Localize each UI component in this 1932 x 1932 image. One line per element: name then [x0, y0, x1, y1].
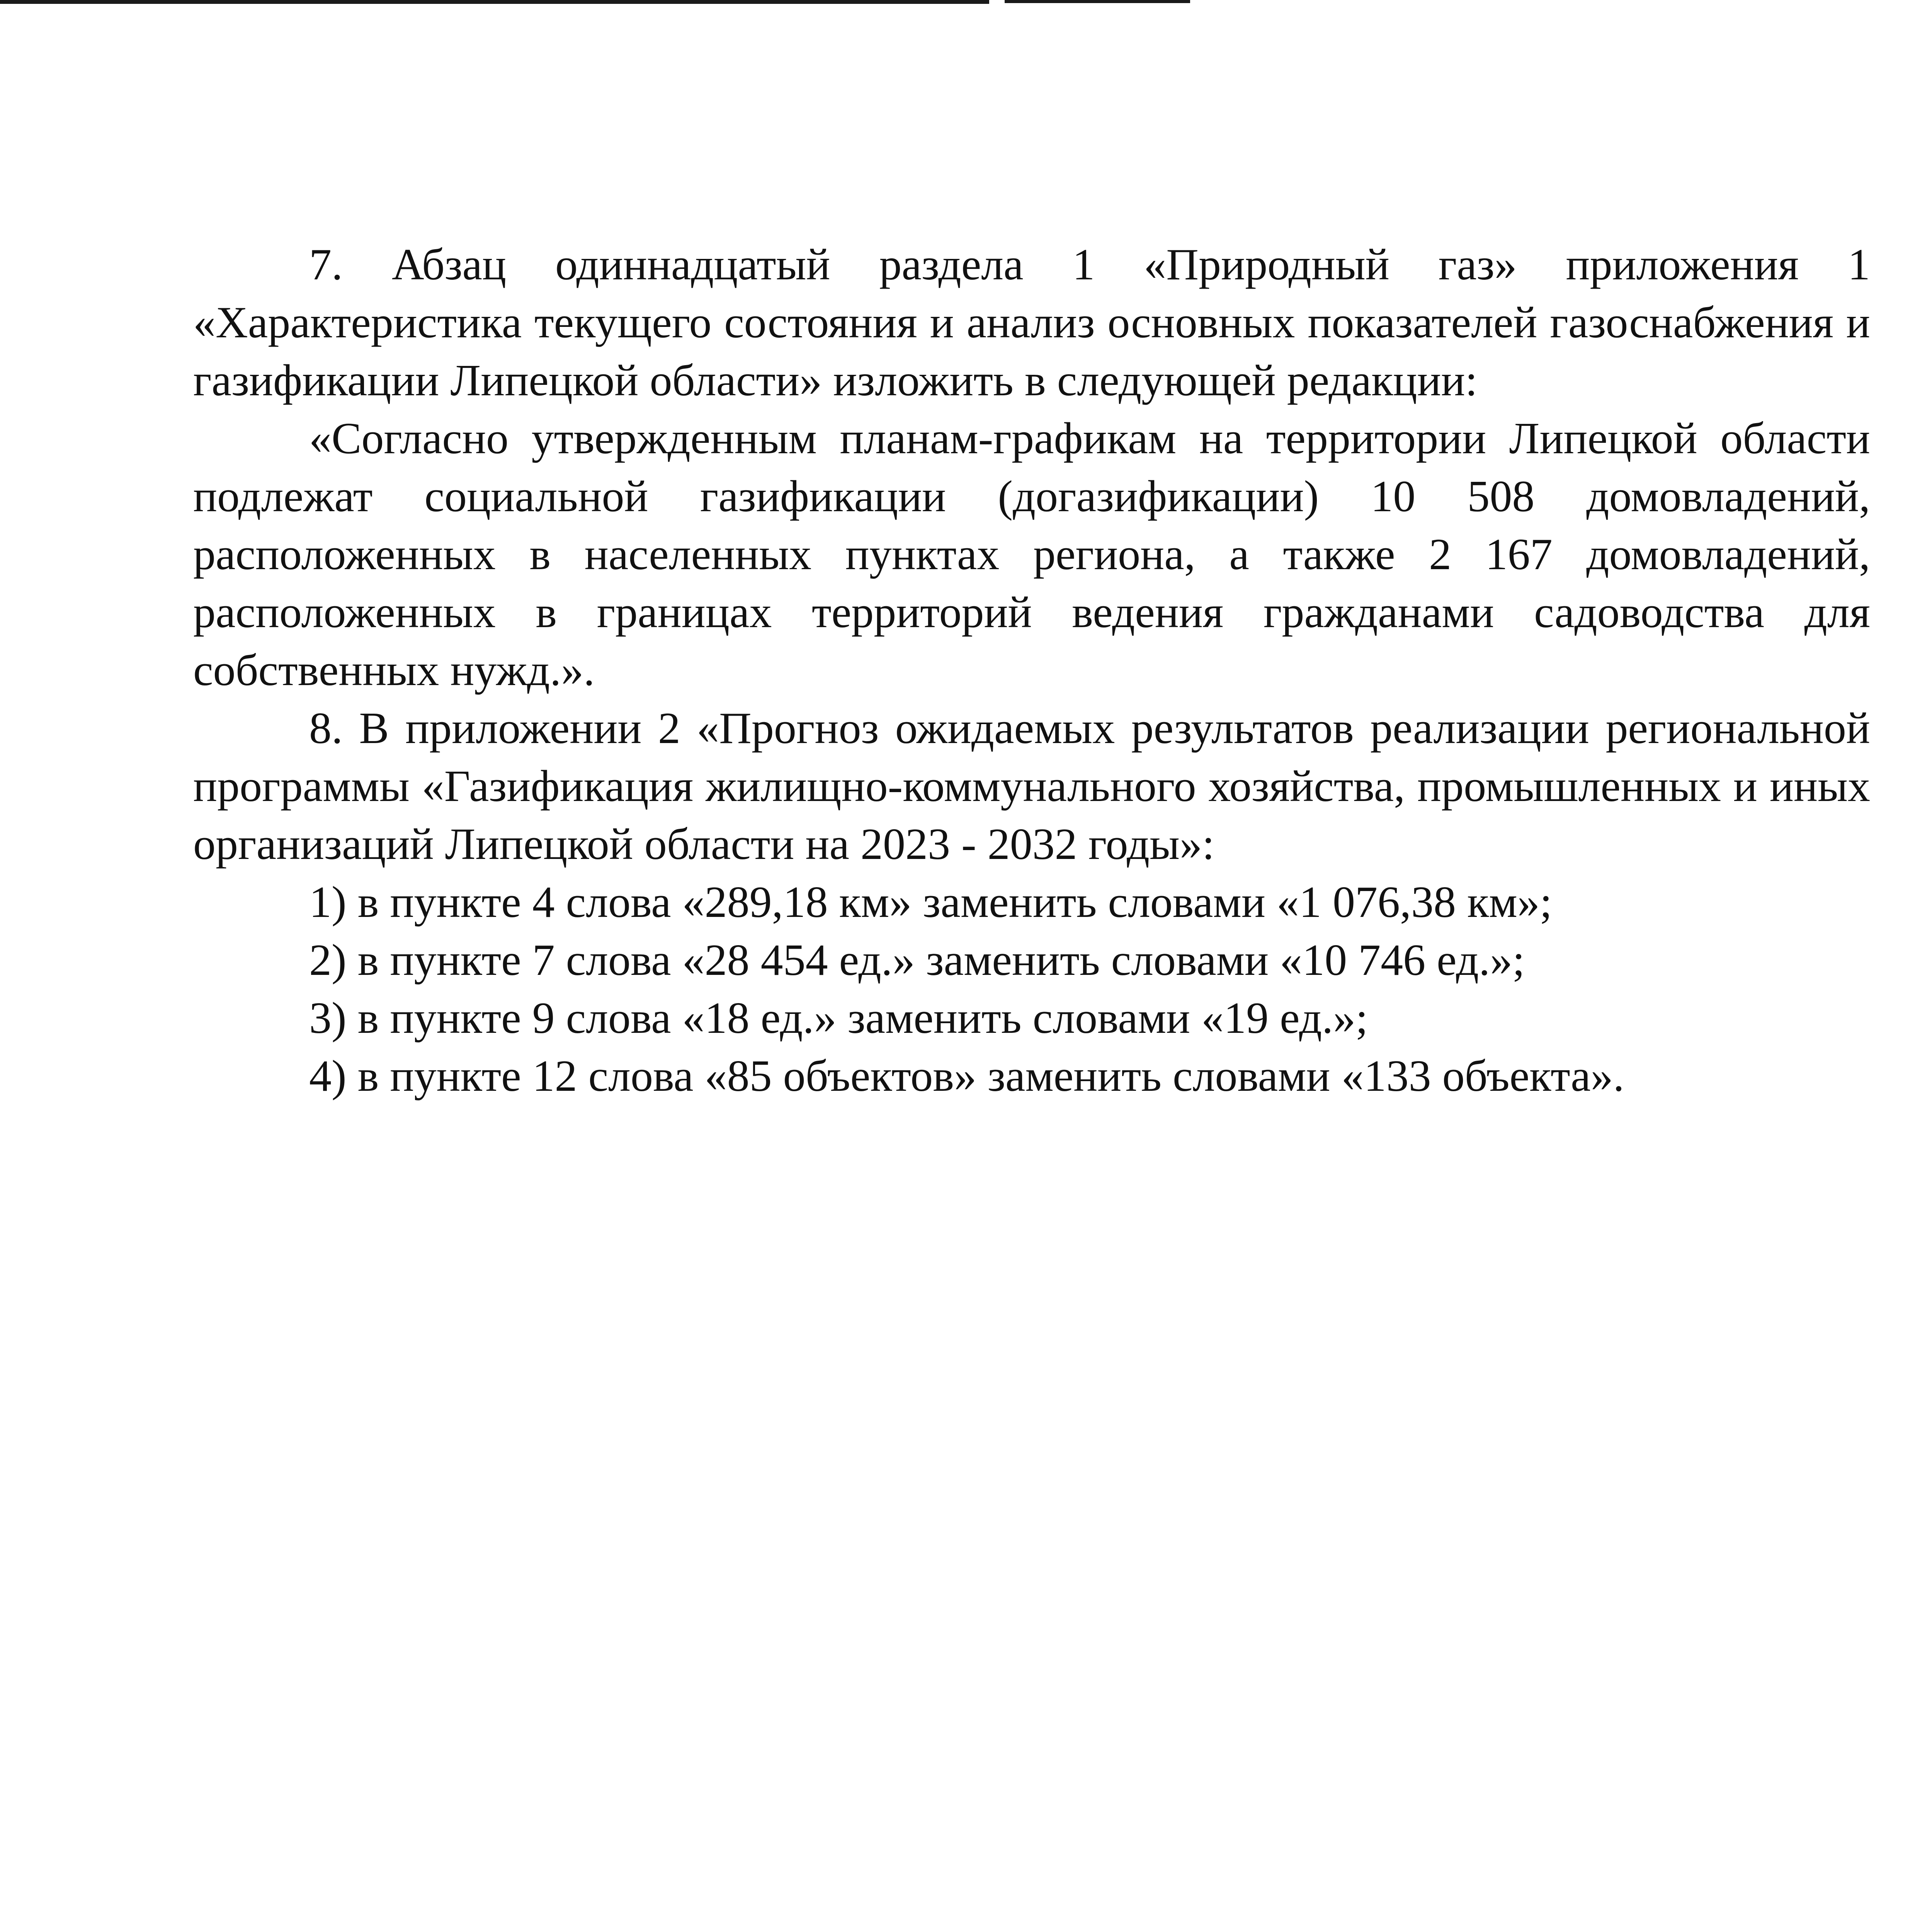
document-body [193, 236, 1870, 1105]
paragraph-item-8: 8. В приложении 2 «Прогноз ожидаемых результатов реализации региональной программы «Газификация жилищно-коммунального хозяйства, промышленных и иных организаций Липецкой области на 2023 - 2032 годы»: [193, 704, 1870, 869]
list-item-2: 2) в пункте 7 слова «28 454 ед.» заменить словами «10 746 ед.»; [309, 935, 1525, 985]
paragraph-item-7: 7. Абзац одиннадцатый раздела 1 «Природный газ» приложения 1 «Характеристика текущего состояния и анализ основных показателей газоснабжения и газификации Липецкой области» изложить в следующей редакции: [193, 240, 1870, 405]
list-item-3: 3) в пункте 9 слова «18 ед.» заменить словами «19 ед.»; [309, 993, 1368, 1043]
scan-artifact-top-line-short [1005, 0, 1190, 3]
scan-artifact-top-line [0, 0, 989, 4]
list-item-4: 4) в пункте 12 слова «85 объектов» заменить словами «133 объекта». [309, 1051, 1624, 1101]
paragraph-quoted-text: «Согласно утвержденным планам-графикам на территории Липецкой области подлежат социальной газификации (догазификации) 10 508 домовладений, расположенных в населенных пунктах региона, а также 2 167 домовладений, расположенных в границах территорий ведения гражданами садоводства для собственных нужд.». [193, 414, 1870, 695]
list-item-1: 1) в пункте 4 слова «289,18 км» заменить словами «1 076,38 км»; [309, 878, 1552, 927]
